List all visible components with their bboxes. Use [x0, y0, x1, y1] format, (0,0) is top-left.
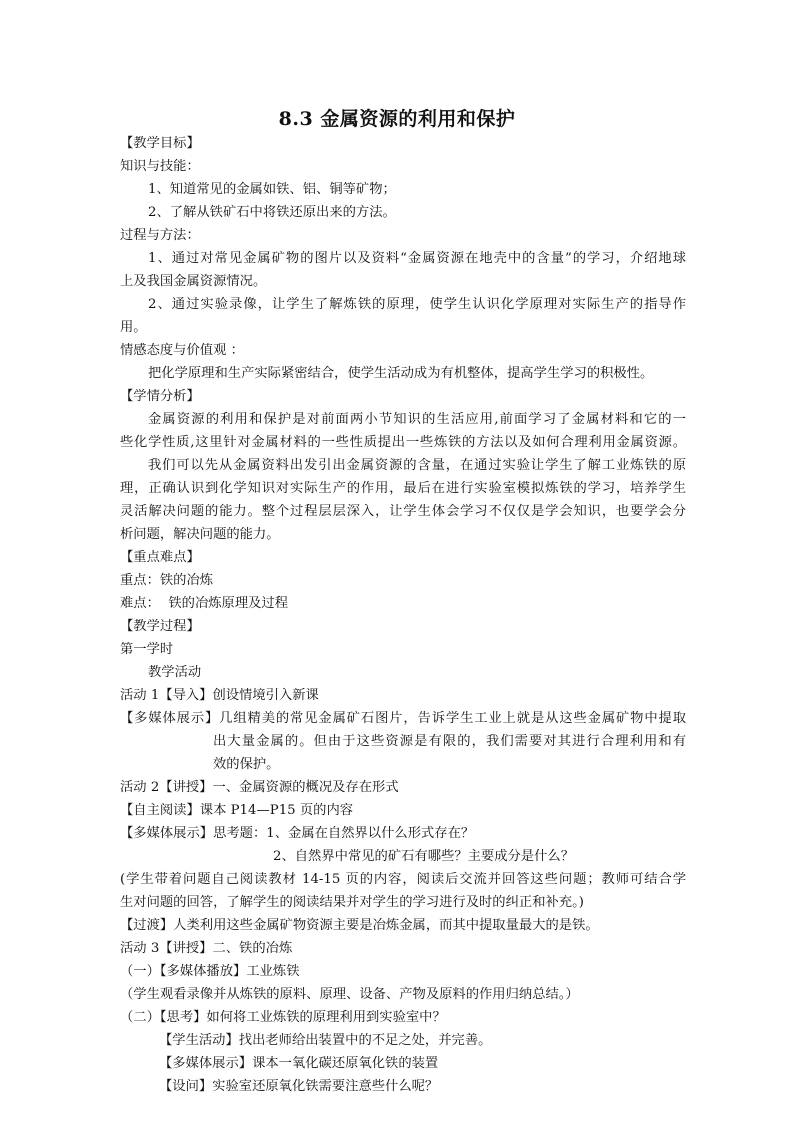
text-line: 【多媒体展示】课本一氧化碳还原氧化铁的装置	[159, 1056, 439, 1071]
text-line: （二）【思考】如何将工业炼铁的原理利用到实验室中？	[120, 1010, 446, 1025]
text-line: 【设问】实验室还原氧化铁需要注意些什么呢？	[159, 1079, 439, 1094]
activity-heading: 活动 1【导入】创设情境引入新课	[120, 688, 319, 703]
text-line: 2、了解从铁矿石中将铁还原出来的方法。	[148, 205, 396, 220]
text-line: 把化学原理和生产实际紧密结合，使学生活动成为有机整体，提高学生学习的积极性。	[148, 366, 654, 381]
text-line: 灵活解决问题的能力。整个过程层层深入，让学生体会学习不仅仅是学会知识，也要学会分	[120, 504, 686, 519]
text-line: 【多媒体展示】几组精美的常见金属矿石图片，告诉学生工业上就是从这些金属矿物中提取	[120, 711, 686, 726]
text-line: 难点： 铁的冶炼原理及过程	[120, 596, 289, 611]
text-line: 【多媒体展示】思考题：1、金属在自然界以什么形式存在？	[120, 826, 475, 841]
section-heading-teaching-process: 【教学过程】	[120, 619, 200, 634]
subheading-attitudes-values: 情感态度与价值观 ：	[120, 343, 244, 358]
page-title: 8.3 金属资源的利用和保护	[278, 108, 516, 130]
text-line: （一）【多媒体播放】工业炼铁	[120, 964, 300, 979]
text-line: 生对问题的回答，了解学生的阅读结果并对学生的学习进行及时的纠正和补充。)	[120, 895, 584, 910]
section-heading-key-points: 【重点难点】	[120, 550, 200, 565]
text-line: 重点：铁的冶炼	[120, 573, 214, 588]
text-line: 2、自然界中常见的矿石有哪些？主要成分是什么？	[273, 849, 574, 864]
text-line: 【过渡】人类利用这些金属矿物资源主要是冶炼金属，而其中提取量最大的是铁。	[120, 918, 599, 933]
text-line: 1、通过对常见金属矿物的图片以及资料“金属资源在地壳中的含量”的学习，介绍地球	[148, 251, 686, 266]
text-line: 析问题，解决问题的能力。	[120, 527, 280, 542]
section-heading-objectives: 【教学目标】	[120, 136, 200, 151]
activity-heading: 活动 3【讲授】二、铁的冶炼	[120, 941, 293, 956]
section-heading-learner-analysis: 【学情分析】	[120, 389, 200, 404]
text-line: 上及我国金属资源情况。	[120, 274, 267, 289]
text-line: 我们可以先从金属资料出发引出金属资源的含量，在通过实验让学生了解工业炼铁的原	[148, 458, 686, 473]
activity-heading: 活动 2【讲授】一、金属资源的概况及存在形式	[120, 780, 399, 795]
text-line: 用。	[120, 320, 147, 335]
text-line: 2、通过实验录像，让学生了解炼铁的原理，使学生认识化学原理对实际生产的指导作	[148, 297, 686, 312]
text-line: 1、知道常见的金属如铁、铝、铜等矿物；	[148, 182, 396, 197]
subheading-process-methods: 过程与方法：	[120, 228, 200, 243]
text-line: 【学生活动】找出老师给出装置中的不足之处，并完善。	[159, 1033, 492, 1048]
text-line: 第一学时	[120, 642, 174, 657]
text-line: 教学活动	[148, 665, 202, 680]
text-line: (学生带着问题自己阅读教材 14-15 页的内容，阅读后交流并回答这些问题；教师可结合学	[120, 872, 686, 887]
subheading-knowledge-skills: 知识与技能：	[120, 159, 200, 174]
text-line: 【自主阅读】课本 P14—P15 页的内容	[120, 803, 354, 818]
text-line: 金属资源的利用和保护是对前面两小节知识的生活应用,前面学习了金属材料和它的一	[148, 412, 686, 427]
text-line: 些化学性质,这里针对金属材料的一些性质提出一些炼铁的方法以及如何合理利用金属资源。	[120, 435, 686, 450]
text-line: 效的保护。	[213, 757, 280, 772]
text-line: （学生观看录像并从炼铁的原料、原理、设备、产物及原料的作用归纳总结。）	[120, 987, 579, 1002]
text-line: 出大量金属的。但由于这些资源是有限的，我们需要对其进行合理利用和有	[213, 734, 686, 749]
text-line: 理，正确认识到化学知识对实际生产的作用，最后在进行实验室模拟炼铁的学习，培养学生	[120, 481, 686, 496]
